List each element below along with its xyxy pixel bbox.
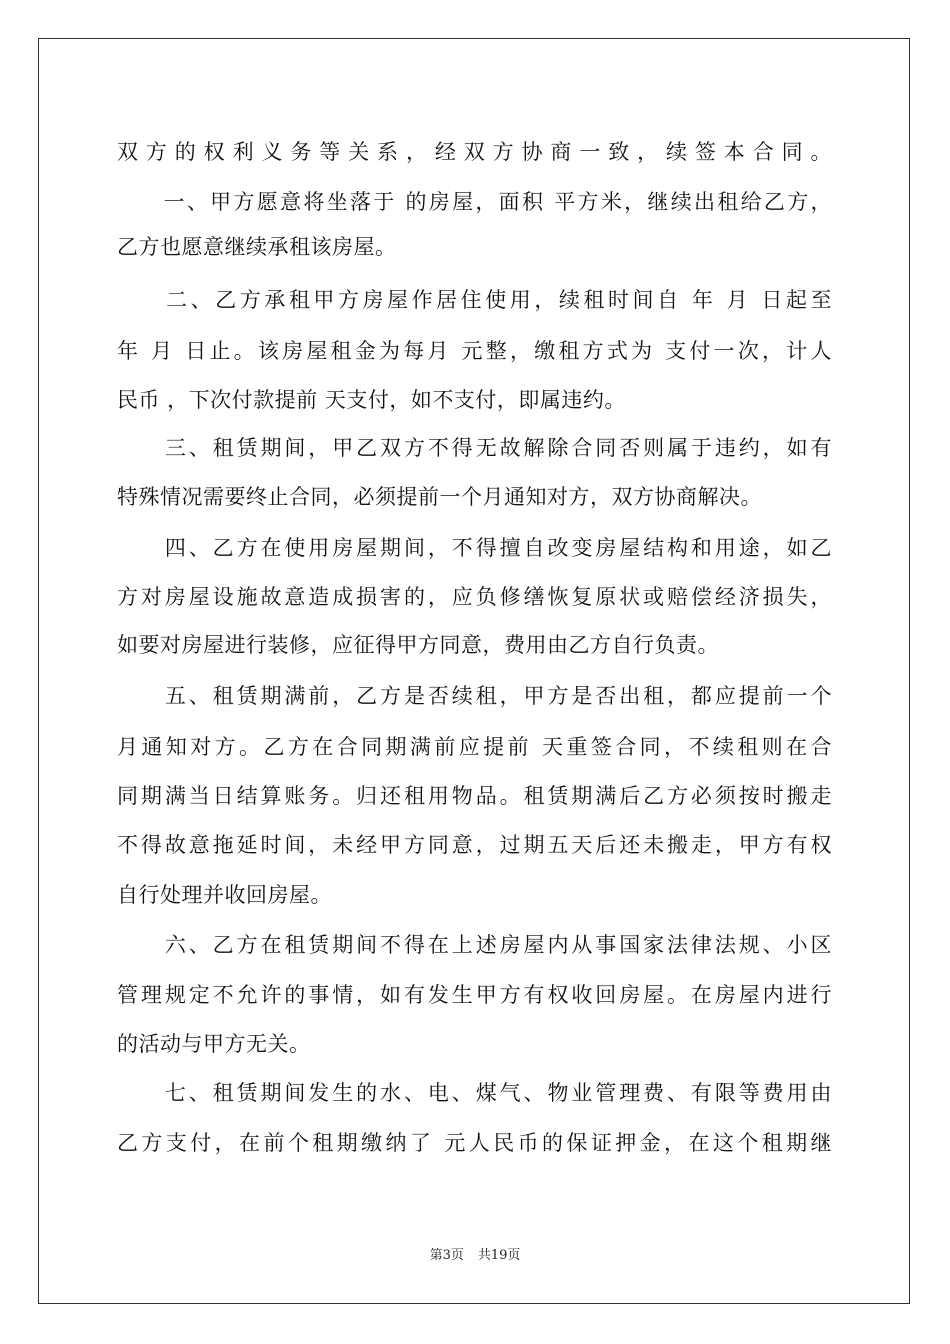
body-line: 年 月 日止。该房屋租金为每月 元整，缴租方式为 支付一次，计人 [117, 339, 832, 363]
body-line: 双方的权利义务等关系，经双方协商一致，续签本合同。 [117, 140, 832, 164]
body-line: 管理规定不允许的事情，如有发生甲方有权收回房屋。在房屋内进行 [117, 983, 832, 1007]
body-line: 四、乙方在使用房屋期间，不得擅自改变房屋结构和用途，如乙 [117, 536, 832, 560]
body-line: 民币 ，下次付款提前 天支付，如不支付，即属违约。 [117, 388, 626, 412]
body-line: 五、租赁期满前，乙方是否续租，甲方是否出租，都应提前一个 [117, 684, 832, 708]
page-footer [0, 1247, 950, 1265]
body-line: 乙方也愿意继续承租该房屋。 [117, 235, 397, 259]
body-line: 月通知对方。乙方在合同期满前应提前 天重签合同，不续租则在合 [117, 735, 832, 759]
page-border [38, 38, 910, 1304]
body-line: 三、租赁期间，甲乙双方不得无故解除合同否则属于违约，如有 [117, 436, 832, 460]
body-line: 不得故意拖延时间，未经甲方同意，过期五天后还未搬走，甲方有权 [117, 833, 832, 857]
body-line: 的活动与甲方无关。 [117, 1032, 311, 1056]
body-line: 同期满当日结算账务。归还租用物品。租赁期满后乙方必须按时搬走 [117, 784, 832, 808]
body-line: 二、乙方承租甲方房屋作居住使用，续租时间自 年 月 日起至 [117, 288, 832, 312]
body-line: 乙方支付，在前个租期缴纳了 元人民币的保证押金，在这个租期继 [117, 1131, 832, 1155]
body-line: 一、甲方愿意将坐落于 的房屋，面积 平方米，继续出租给乙方， [117, 190, 832, 214]
body-line: 七、租赁期间发生的水、电、煤气、物业管理费、有限等费用由 [117, 1081, 832, 1105]
body-line: 特殊情况需要终止合同，必须提前一个月通知对方，双方协商解决。 [117, 485, 762, 509]
body-line: 如要对房屋进行装修，应征得甲方同意，费用由乙方自行负责。 [117, 633, 719, 657]
total-pages: 共19页 [477, 1248, 521, 1263]
body-line: 六、乙方在租赁期间不得在上述房屋内从事国家法律法规、小区 [117, 933, 832, 957]
page-number: 第3页 [429, 1248, 464, 1263]
body-line: 自行处理并收回房屋。 [117, 883, 332, 907]
body-line: 方对房屋设施故意造成损害的，应负修缮恢复原状或赔偿经济损失， [117, 585, 832, 609]
